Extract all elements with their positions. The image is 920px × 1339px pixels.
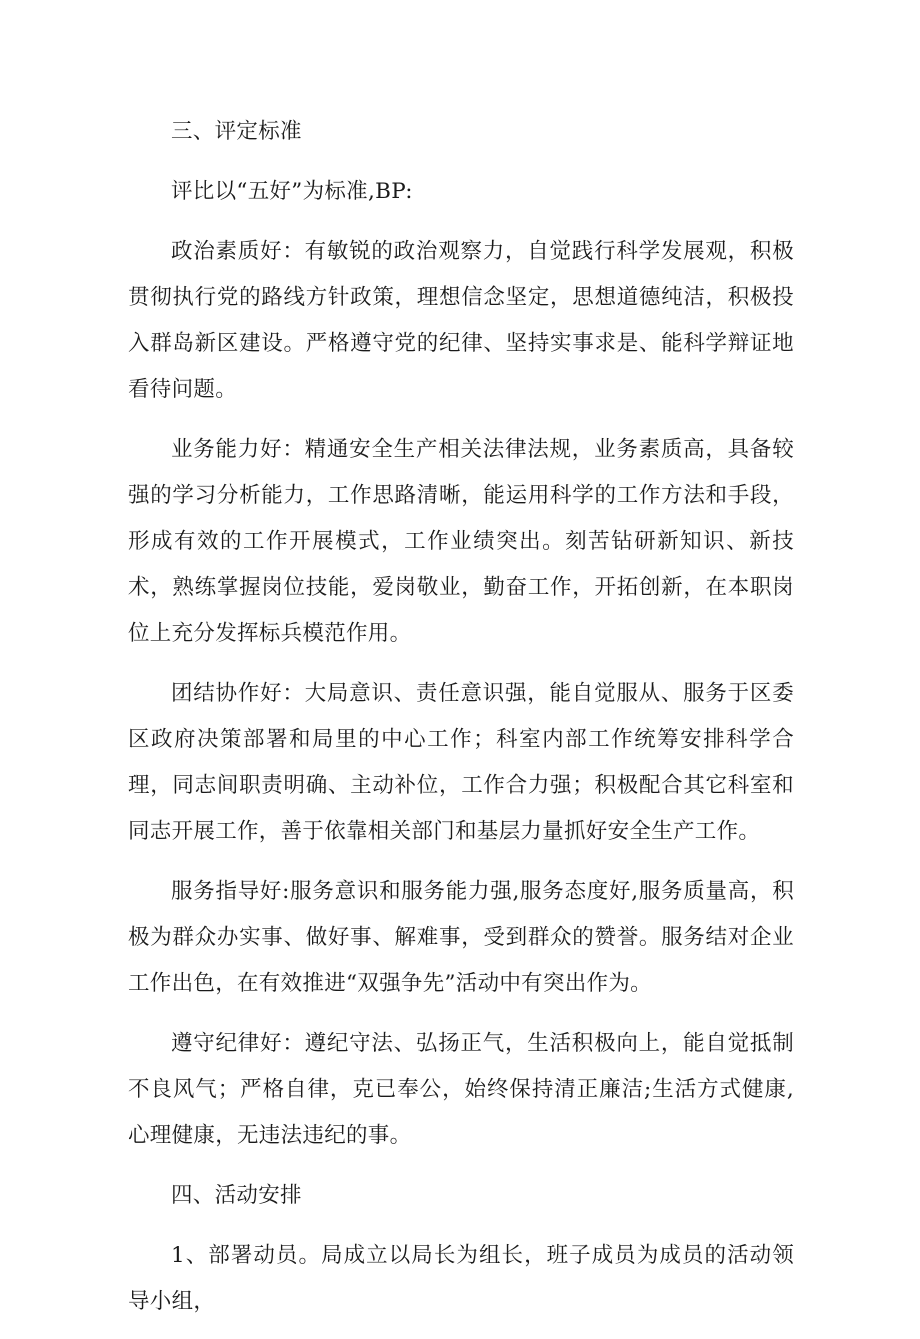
paragraph-discipline: 遵守纪律好：遵纪守法、弘扬正气，生活积极向上，能自觉抵制不良风气；严格自律，克已奉公，始终保持清正廉洁;生活方式健康,心理健康，无违法违纪的事。 [128, 1031, 794, 1148]
paragraph-teamwork: 团结协作好：大局意识、责任意识强，能自觉服从、服务于区委区政府决策部署和局里的中心工作；科室内部工作统筹安排科学合理，同志间职责明确、主动补位，工作合力强；积极配合其它科室和同志开展工作，善于依靠相关部门和基层力量抓好安全生产工作。 [128, 681, 794, 844]
paragraph-deployment: 1、部署动员。局成立以局长为组长，班子成员为成员的活动领导小组， [128, 1243, 794, 1314]
section-heading-evaluation-criteria: 三、评定标准 [171, 119, 302, 144]
document-body [128, 109, 794, 1339]
paragraph-business-ability: 业务能力好：精通安全生产相关法律法规，业务素质高，具备较强的学习分析能力，工作思路清晰，能运用科学的工作方法和手段，形成有效的工作开展模式，工作业绩突出。刻苦钻研新知识、新技术，熟练掌握岗位技能，爱岗敬业，勤奋工作，开拓创新，在本职岗位上充分发挥标兵模范作用。 [128, 437, 794, 646]
paragraph-political-quality: 政治素质好：有敏锐的政治观察力，自觉践行科学发展观，积极贯彻执行党的路线方针政策，理想信念坚定，思想道德纯洁，积极投入群岛新区建设。严格遵守党的纪律、坚持实事求是、能科学辩证地看待问题。 [128, 239, 794, 402]
paragraph-service-guidance: 服务指导好:服务意识和服务能力强,服务态度好,服务质量高，积极为群众办实事、做好事、解难事，受到群众的赞誉。服务结对企业工作出色，在有效推进“双强争先”活动中有突出作为。 [128, 879, 794, 996]
section-heading-activity-arrangement: 四、活动安排 [171, 1183, 302, 1208]
paragraph-five-good-intro: 评比以“五好”为标准,BP: [171, 179, 413, 204]
